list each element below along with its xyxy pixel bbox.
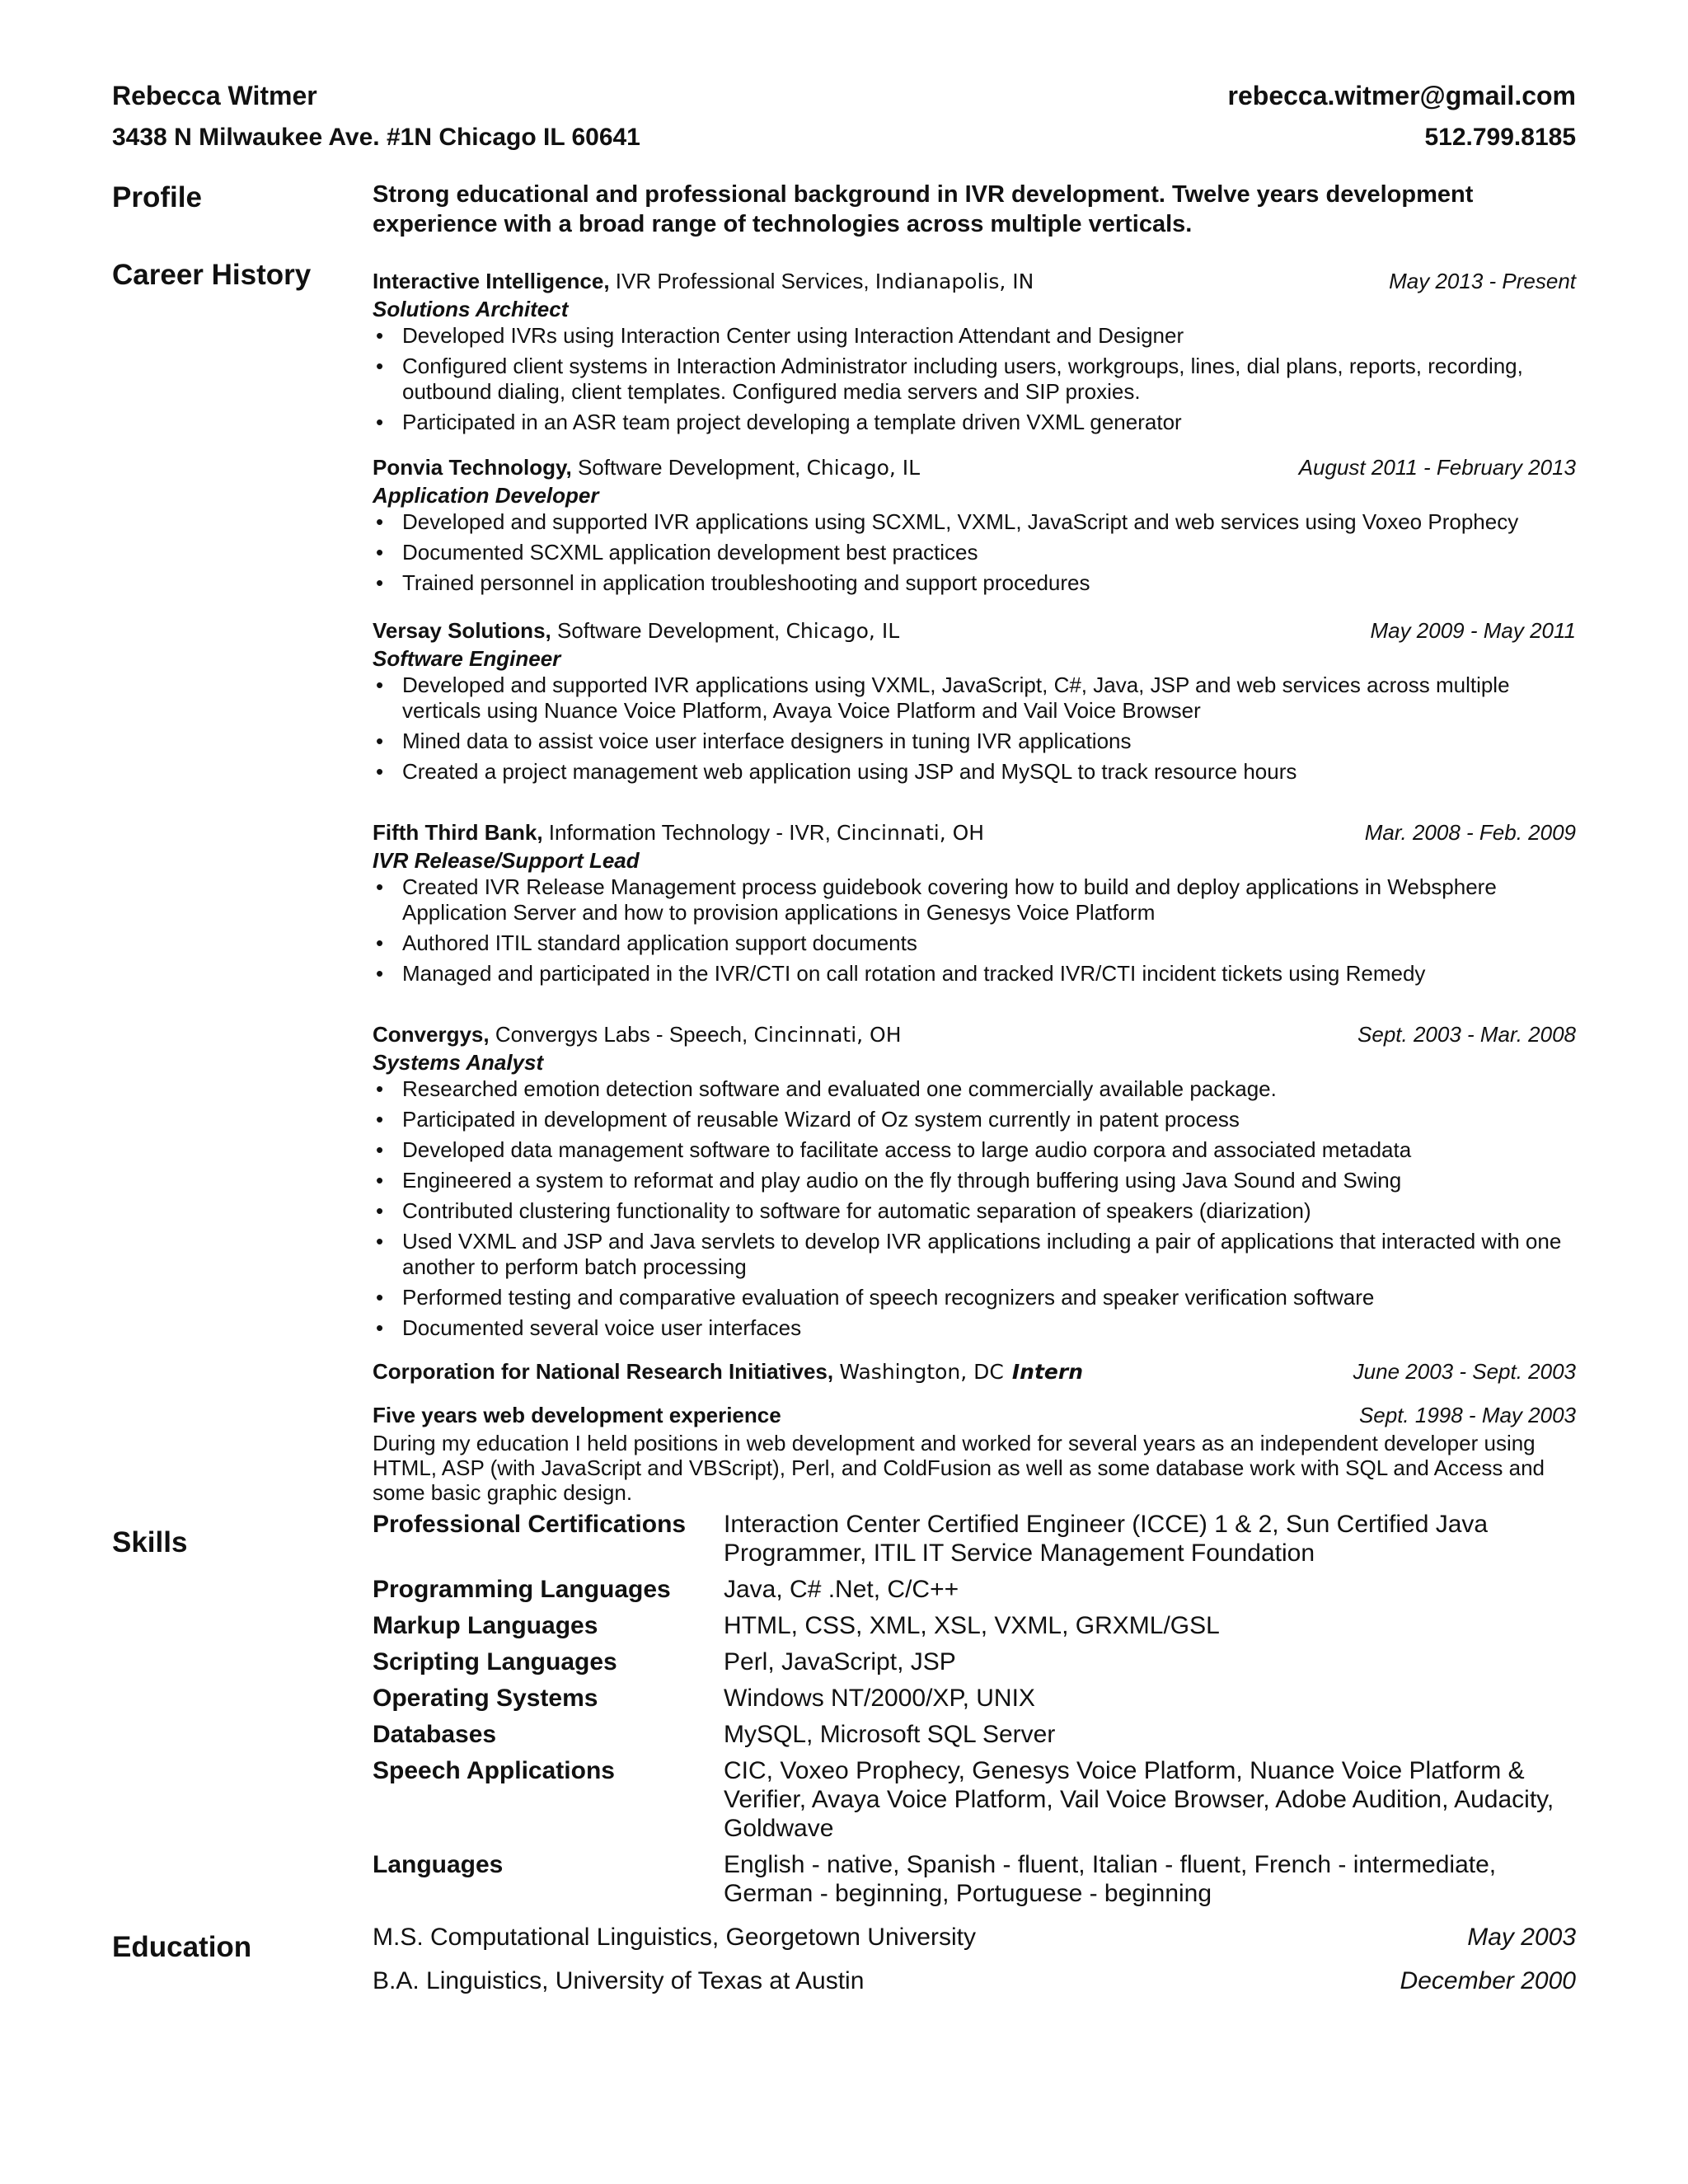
company-name: Convergys, [373, 1022, 490, 1047]
job-header [373, 616, 1576, 644]
skills-table [373, 1510, 1576, 1915]
candidate-name: Rebecca Witmer [112, 81, 317, 110]
job-bullets [373, 673, 1576, 785]
skill-row [373, 1611, 1576, 1640]
skill-category: Languages [373, 1851, 504, 1878]
education-entry [373, 1967, 1576, 2000]
job-entry [373, 616, 1576, 790]
job-entry [373, 453, 1576, 601]
street-address: 3438 N Milwaukee Ave. #1N Chicago IL 60641 [112, 124, 640, 151]
list-item: • Developed and supported IVR applications using VXML, JavaScript, C#, Java, JSP and web services across multiple verticals using Nuance Voice Platform, Avaya Voice Platform and Vail Voice Browser [373, 673, 1576, 724]
skill-row [373, 1510, 1576, 1568]
job-location: Chicago, IL [806, 456, 921, 480]
job-dates: Sept. 1998 - May 2003 [1358, 1403, 1576, 1427]
job-entry [373, 267, 1576, 440]
section-heading-career-history: Career History [112, 259, 312, 291]
list-item: • Documented SCXML application development best practices [373, 540, 1576, 565]
profile-summary: Strong educational and professional background in IVR development. Twelve years development experience with a broad range of technologies across multiple verticals. [373, 181, 1474, 237]
education-date: December 2000 [1400, 1967, 1576, 1994]
job-dates: June 2003 - Sept. 2003 [1353, 1359, 1576, 1384]
job-dates: August 2011 - February 2013 [1298, 455, 1576, 480]
list-item: • Participated in an ASR team project developing a template driven VXML generator [373, 410, 1576, 435]
job-entry [373, 1020, 1576, 1346]
list-item: • Performed testing and comparative evaluation of speech recognizers and speaker verification software [373, 1285, 1576, 1310]
skill-value: Java, C# .Net, C/C++ [724, 1576, 959, 1603]
webdev-description: During my education I held positions in web development and worked for several years as an independent developer using HTML, ASP (with JavaScript and VBScript), Perl, and ColdFusion as well as some database work with SQL and Access and some basic graphic design. [373, 1431, 1545, 1505]
webdev-entry [373, 1401, 1576, 1505]
list-item: • Configured client systems in Interaction Administrator including users, workgroups, lines, dial plans, reports, recording, outbound dialing, client templates. Configured media servers and SIP proxies. [373, 354, 1576, 405]
section-heading-education: Education [112, 1931, 252, 1963]
skill-value: Windows NT/2000/XP, UNIX [724, 1685, 1035, 1712]
skill-category: Speech Applications [373, 1757, 615, 1784]
job-header [373, 267, 1576, 295]
job-title: Solutions Architect [373, 297, 569, 321]
company-name: Fifth Third Bank, [373, 820, 543, 845]
job-header [373, 1020, 1576, 1048]
job-dates: May 2013 - Present [1389, 269, 1576, 293]
job-bullets [373, 323, 1576, 435]
company-name: Ponvia Technology, [373, 455, 572, 480]
skill-row [373, 1647, 1576, 1676]
company-name: Versay Solutions, [373, 618, 551, 643]
list-item: • Created a project management web application using JSP and MySQL to track resource hours [373, 759, 1576, 785]
education-date: May 2003 [1467, 1924, 1576, 1951]
job-header [373, 453, 1576, 481]
education-entry [373, 1924, 1576, 1957]
skill-row [373, 1720, 1576, 1749]
job-location: Cincinnati, OH [837, 821, 985, 845]
skill-row [373, 1575, 1576, 1604]
list-item: • Used VXML and JSP and Java servlets to develop IVR applications including a pair of applications that interacted with one another to perform batch processing [373, 1229, 1576, 1280]
list-item: • Developed data management software to facilitate access to large audio corpora and associated metadata [373, 1137, 1576, 1163]
list-item: • Trained personnel in application troubleshooting and support procedures [373, 570, 1576, 596]
job-bullets [373, 1076, 1576, 1341]
job-title: Intern [1011, 1360, 1084, 1384]
email-address[interactable]: rebecca.witmer@gmail.com [1227, 81, 1576, 110]
education-degree: B.A. Linguistics, University of Texas at Austin [373, 1967, 865, 1994]
job-entry [373, 818, 1576, 991]
job-title: Application Developer [373, 483, 599, 508]
skill-category: Programming Languages [373, 1576, 671, 1603]
company-unit: IVR Professional Services, [609, 269, 875, 293]
job-title: Systems Analyst [373, 1050, 544, 1075]
skill-category: Markup Languages [373, 1612, 598, 1639]
job-title: IVR Release/Support Lead [373, 848, 640, 873]
section-heading-skills: Skills [112, 1526, 188, 1558]
job-location: Indianapolis, IN [874, 269, 1034, 293]
skill-value: HTML, CSS, XML, XSL, VXML, GRXML/GSL [724, 1612, 1220, 1639]
company-name: Corporation for National Research Initiatives, [373, 1359, 834, 1384]
company-unit: Information Technology - IVR, [542, 820, 837, 845]
skill-value: Perl, JavaScript, JSP [724, 1648, 956, 1675]
company-name: Interactive Intelligence, [373, 269, 610, 293]
job-entry [373, 1357, 1576, 1385]
skill-category: Scripting Languages [373, 1648, 617, 1675]
job-location: Chicago, IL [785, 619, 900, 643]
skill-row [373, 1756, 1576, 1843]
job-header [373, 818, 1576, 846]
list-item: • Mined data to assist voice user interface designers in tuning IVR applications [373, 729, 1576, 754]
phone-number: 512.799.8185 [1424, 124, 1576, 151]
job-location: Washington, DC [839, 1360, 1004, 1384]
company-unit: Software Development, [551, 618, 786, 643]
skill-category: Databases [373, 1721, 497, 1748]
section-heading-profile: Profile [112, 181, 202, 213]
skill-value: Interaction Center Certified Engineer (ICCE) 1 & 2, Sun Certified Java Programmer, ITIL IT Service Management Foundation [724, 1511, 1489, 1567]
education-degree: M.S. Computational Linguistics, Georgetown University [373, 1924, 976, 1951]
webdev-title: Five years web development experience [373, 1403, 781, 1427]
list-item: • Contributed clustering functionality to software for automatic separation of speakers (diarization) [373, 1198, 1576, 1224]
list-item: • Researched emotion detection software and evaluated one commercially available package. [373, 1076, 1576, 1102]
job-bullets [373, 509, 1576, 596]
job-header [373, 1401, 1576, 1429]
list-item: • Engineered a system to reformat and play audio on the fly through buffering using Java Sound and Swing [373, 1168, 1576, 1193]
company-unit: Software Development, [571, 455, 807, 480]
company-unit: Convergys Labs - Speech, [489, 1022, 754, 1047]
job-title: Software Engineer [373, 646, 561, 671]
job-dates: May 2009 - May 2011 [1370, 618, 1576, 643]
job-location: Cincinnati, OH [753, 1023, 902, 1047]
list-item: • Documented several voice user interfaces [373, 1315, 1576, 1341]
skill-category: Professional Certifications [373, 1511, 687, 1538]
job-dates: Mar. 2008 - Feb. 2009 [1364, 820, 1576, 845]
job-dates: Sept. 2003 - Mar. 2008 [1357, 1022, 1576, 1047]
list-item: • Managed and participated in the IVR/CTI on call rotation and tracked IVR/CTI incident tickets using Remedy [373, 961, 1576, 987]
job-bullets [373, 874, 1576, 987]
list-item: • Participated in development of reusable Wizard of Oz system currently in patent process [373, 1107, 1576, 1132]
skill-category: Operating Systems [373, 1685, 598, 1712]
skill-row [373, 1850, 1576, 1908]
skill-value: CIC, Voxeo Prophecy, Genesys Voice Platform, Nuance Voice Platform & Verifier, Avaya Voice Platform, Vail Voice Browser, Adobe Audition, Audacity, Goldwave [724, 1757, 1554, 1842]
list-item: • Created IVR Release Management process guidebook covering how to build and deploy applications in Websphere Application Server and how to provision applications in Genesys Voice Platform [373, 874, 1576, 926]
skill-value: English - native, Spanish - fluent, Italian - fluent, French - intermediate, German - beginning, Portuguese - beginning [724, 1851, 1497, 1907]
list-item: • Developed IVRs using Interaction Center using Interaction Attendant and Designer [373, 323, 1576, 349]
list-item: • Developed and supported IVR applications using SCXML, VXML, JavaScript and web services using Voxeo Prophecy [373, 509, 1576, 535]
skill-row [373, 1684, 1576, 1713]
skill-value: MySQL, Microsoft SQL Server [724, 1721, 1056, 1748]
list-item: • Authored ITIL standard application support documents [373, 930, 1576, 956]
job-header [373, 1357, 1576, 1385]
